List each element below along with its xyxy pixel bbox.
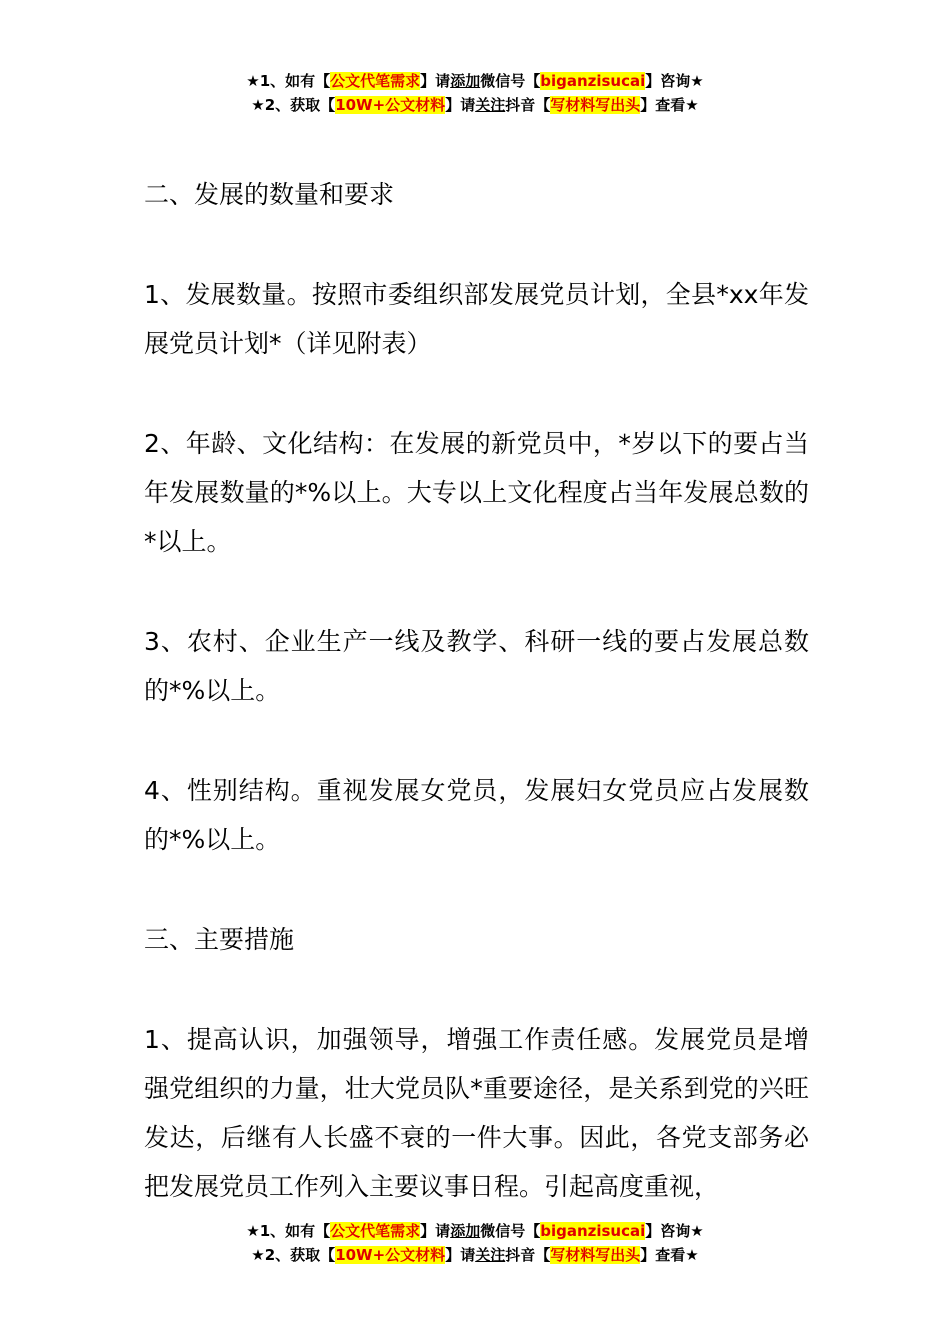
banner-text: 微信号【 — [480, 72, 541, 90]
banner-underline: 添加 — [450, 1222, 481, 1240]
banner-highlight: 公文代笔需求 — [330, 72, 421, 90]
banner-highlight: 写材料写出头 — [550, 96, 641, 114]
banner-text: 】咨询★ — [645, 72, 704, 90]
document-body — [144, 170, 809, 1262]
banner-text: 抖音【 — [505, 96, 551, 114]
banner-text: 抖音【 — [505, 1246, 551, 1264]
banner-highlight: biganzisucai — [540, 72, 646, 90]
paragraph-4: 4、性别结构。重视发展女党员，发展妇女党员应占发展数的*%以上。 — [144, 776, 809, 854]
banner-highlight: 公文代笔需求 — [330, 1222, 421, 1240]
banner-highlight: 10W+公文材料 — [335, 96, 446, 114]
banner-highlight: biganzisucai — [540, 1222, 646, 1240]
banner-text: 】请 — [445, 1246, 476, 1264]
section-heading-2: 二、发展的数量和要求 — [144, 180, 395, 209]
banner-text: ★2、获取【 — [251, 96, 336, 114]
banner-text: ★1、如有【 — [246, 1222, 331, 1240]
banner-line-1 — [0, 69, 950, 93]
banner-text: 】请 — [445, 96, 476, 114]
header-banner — [0, 69, 950, 117]
banner-text: 微信号【 — [480, 1222, 541, 1240]
banner-text: 】请 — [420, 72, 451, 90]
banner-underline: 关注 — [475, 96, 506, 114]
banner-underline: 添加 — [450, 72, 481, 90]
banner-text: ★2、获取【 — [251, 1246, 336, 1264]
banner-text: 】咨询★ — [645, 1222, 704, 1240]
banner-highlight: 写材料写出头 — [550, 1246, 641, 1264]
paragraph-2: 2、年龄、文化结构：在发展的新党员中，*岁以下的要占当年发展数量的*%以上。大专以上文化程度占当年发展总数的*以上。 — [144, 429, 809, 556]
section-heading-3: 三、主要措施 — [144, 925, 295, 954]
banner-text: 】查看★ — [640, 96, 699, 114]
footer-banner — [0, 1219, 950, 1267]
banner-underline: 关注 — [475, 1246, 506, 1264]
paragraph-1: 1、发展数量。按照市委组织部发展党员计划，全县*xx年发展党员计划*（详见附表） — [144, 280, 809, 358]
banner-text: 】请 — [420, 1222, 451, 1240]
banner-line-1 — [0, 1219, 950, 1243]
banner-text: 】查看★ — [640, 1246, 699, 1264]
paragraph-3: 3、农村、企业生产一线及教学、科研一线的要占发展总数的*%以上。 — [144, 627, 809, 705]
banner-text: ★1、如有【 — [246, 72, 331, 90]
banner-line-2 — [0, 1243, 950, 1267]
banner-line-2 — [0, 93, 950, 117]
paragraph-5: 1、提高认识，加强领导，增强工作责任感。发展党员是增强党组织的力量，壮大党员队*重要途径，是关系到党的兴旺发达，后继有人长盛不衰的一件大事。因此，各党支部务必把发展党员工作列入主要议事日程。引起高度重视， — [144, 1025, 809, 1201]
banner-highlight: 10W+公文材料 — [335, 1246, 446, 1264]
